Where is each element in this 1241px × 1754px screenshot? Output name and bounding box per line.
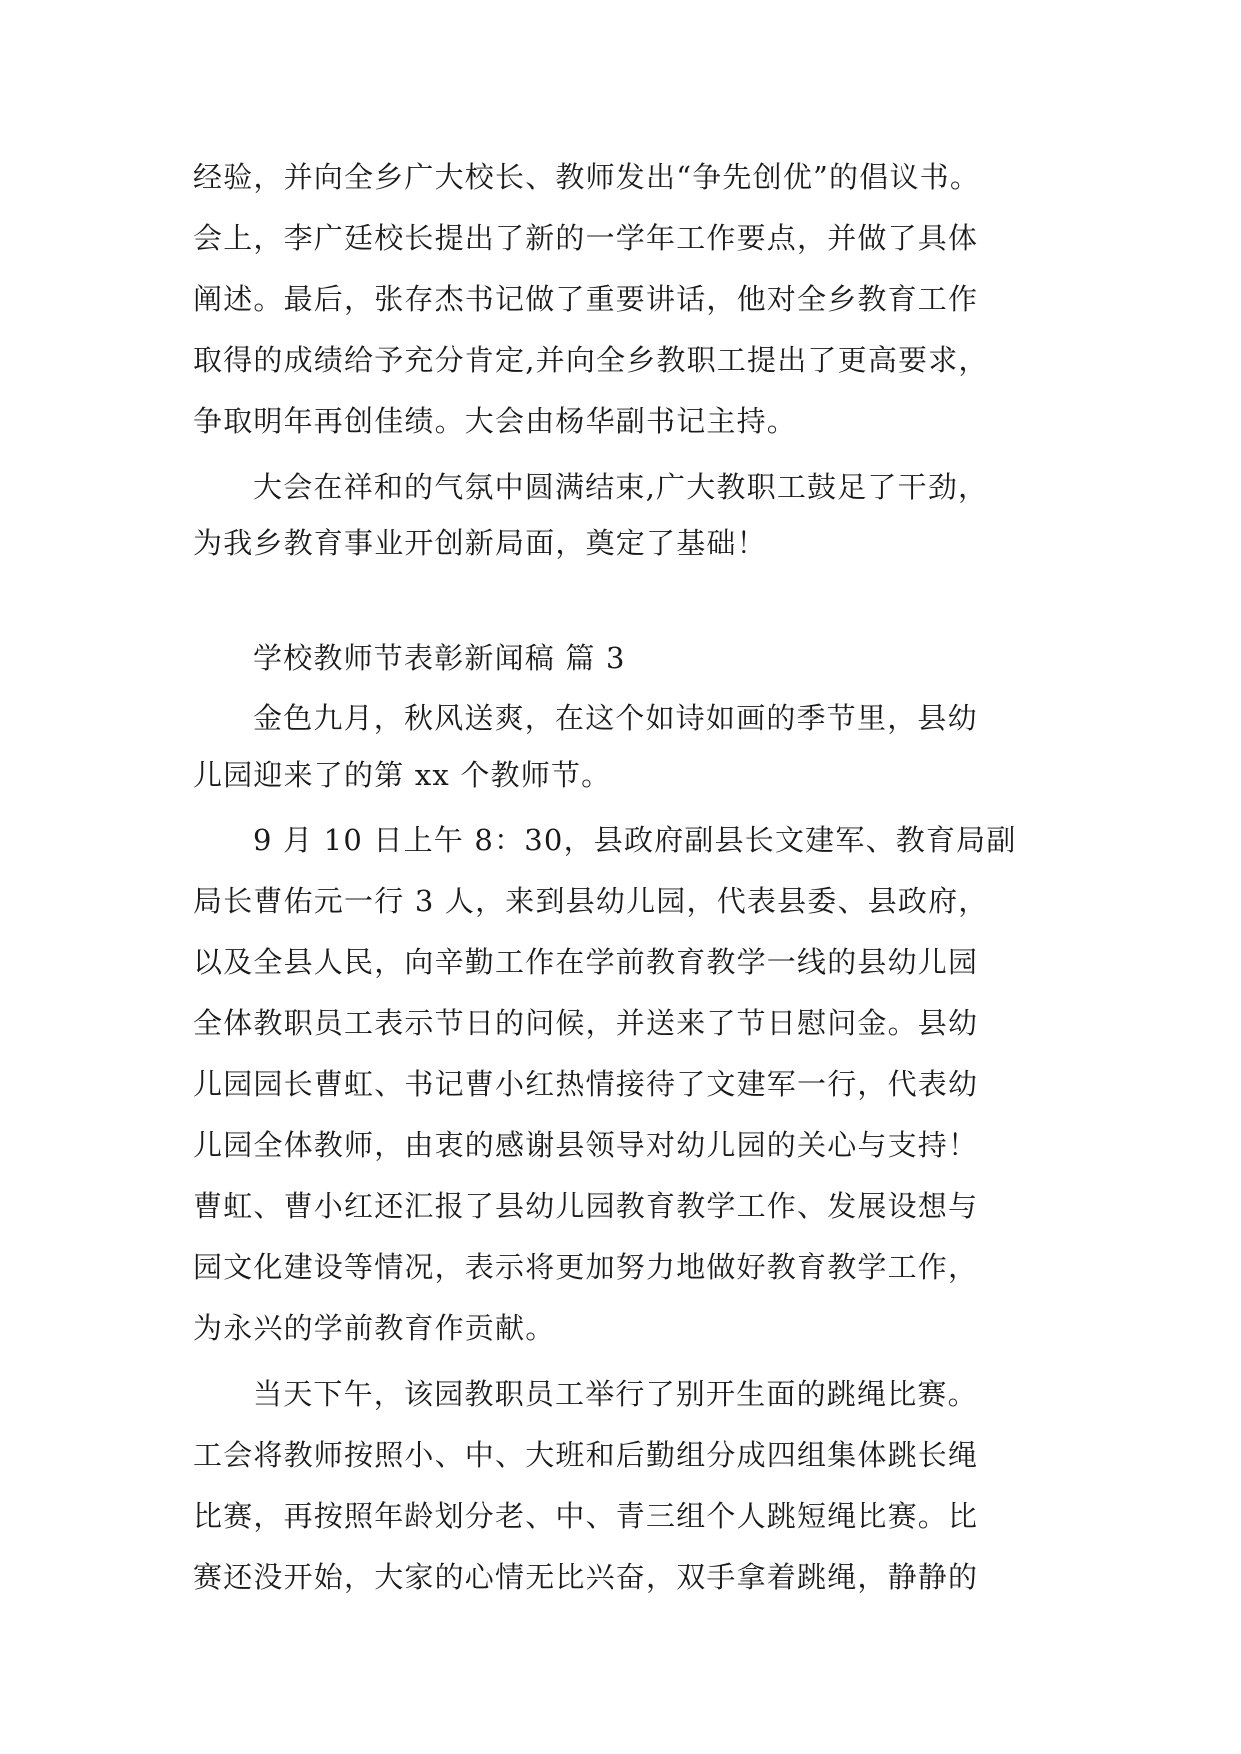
text-line: 金色九月，秋风送爽，在这个如诗如画的季节里，县幼 [253,701,978,735]
text-line: 争取明年再创佳绩。大会由杨华副书记主持。 [193,404,798,438]
text-line: 局长曹佑元一行 3 人，来到县幼儿园，代表县委、县政府， [193,884,989,918]
text-line: 会上，李广廷校长提出了新的一学年工作要点，并做了具体 [193,221,979,255]
text-line: 园文化建设等情况，表示将更加努力地做好教育教学工作， [193,1250,979,1284]
text-line: 阐述。最后，张存杰书记做了重要讲话，他对全乡教育工作 [193,282,979,316]
text-line: 9 月 10 日上午 8：30，县政府副县长文建军、教育局副 [253,823,1017,857]
text-line: 赛还没开始，大家的心情无比兴奋，双手拿着跳绳，静静的 [193,1560,979,1594]
text-line: 经验，并向全乡广大校长、教师发出“争先创优”的倡议书。 [193,160,981,194]
text-line: 儿园迎来了的第 xx 个教师节。 [193,758,612,792]
text-line: 大会在祥和的气氛中圆满结束,广大教职工鼓足了干劲， [253,470,989,504]
text-line: 比赛，再按照年龄划分老、中、青三组个人跳短绳比赛。比 [193,1499,979,1533]
text-line: 取得的成绩给予充分肯定,并向全乡教职工提出了更高要求， [193,343,989,377]
text-line: 曹虹、曹小红还汇报了县幼儿园教育教学工作、发展设想与 [193,1189,979,1223]
text-line: 当天下午，该园教职员工举行了别开生面的跳绳比赛。 [253,1377,978,1411]
text-line: 儿园园长曹虹、书记曹小红热情接待了文建军一行，代表幼 [193,1067,979,1101]
text-line: 全体教职员工表示节日的问候，并送来了节日慰问金。县幼 [193,1006,979,1040]
text-line: 工会将教师按照小、中、大班和后勤组分成四组集体跳长绳 [193,1438,979,1472]
text-line: 为我乡教育事业开创新局面，奠定了基础！ [193,526,767,560]
section-heading: 学校教师节表彰新闻稿 篇 3 [253,641,626,675]
text-line: 儿园全体教师，由衷的感谢县领导对幼儿园的关心与支持！ [193,1128,979,1162]
text-line: 为永兴的学前教育作贡献。 [193,1311,556,1345]
text-line: 以及全县人民，向辛勤工作在学前教育教学一线的县幼儿园 [193,945,979,979]
